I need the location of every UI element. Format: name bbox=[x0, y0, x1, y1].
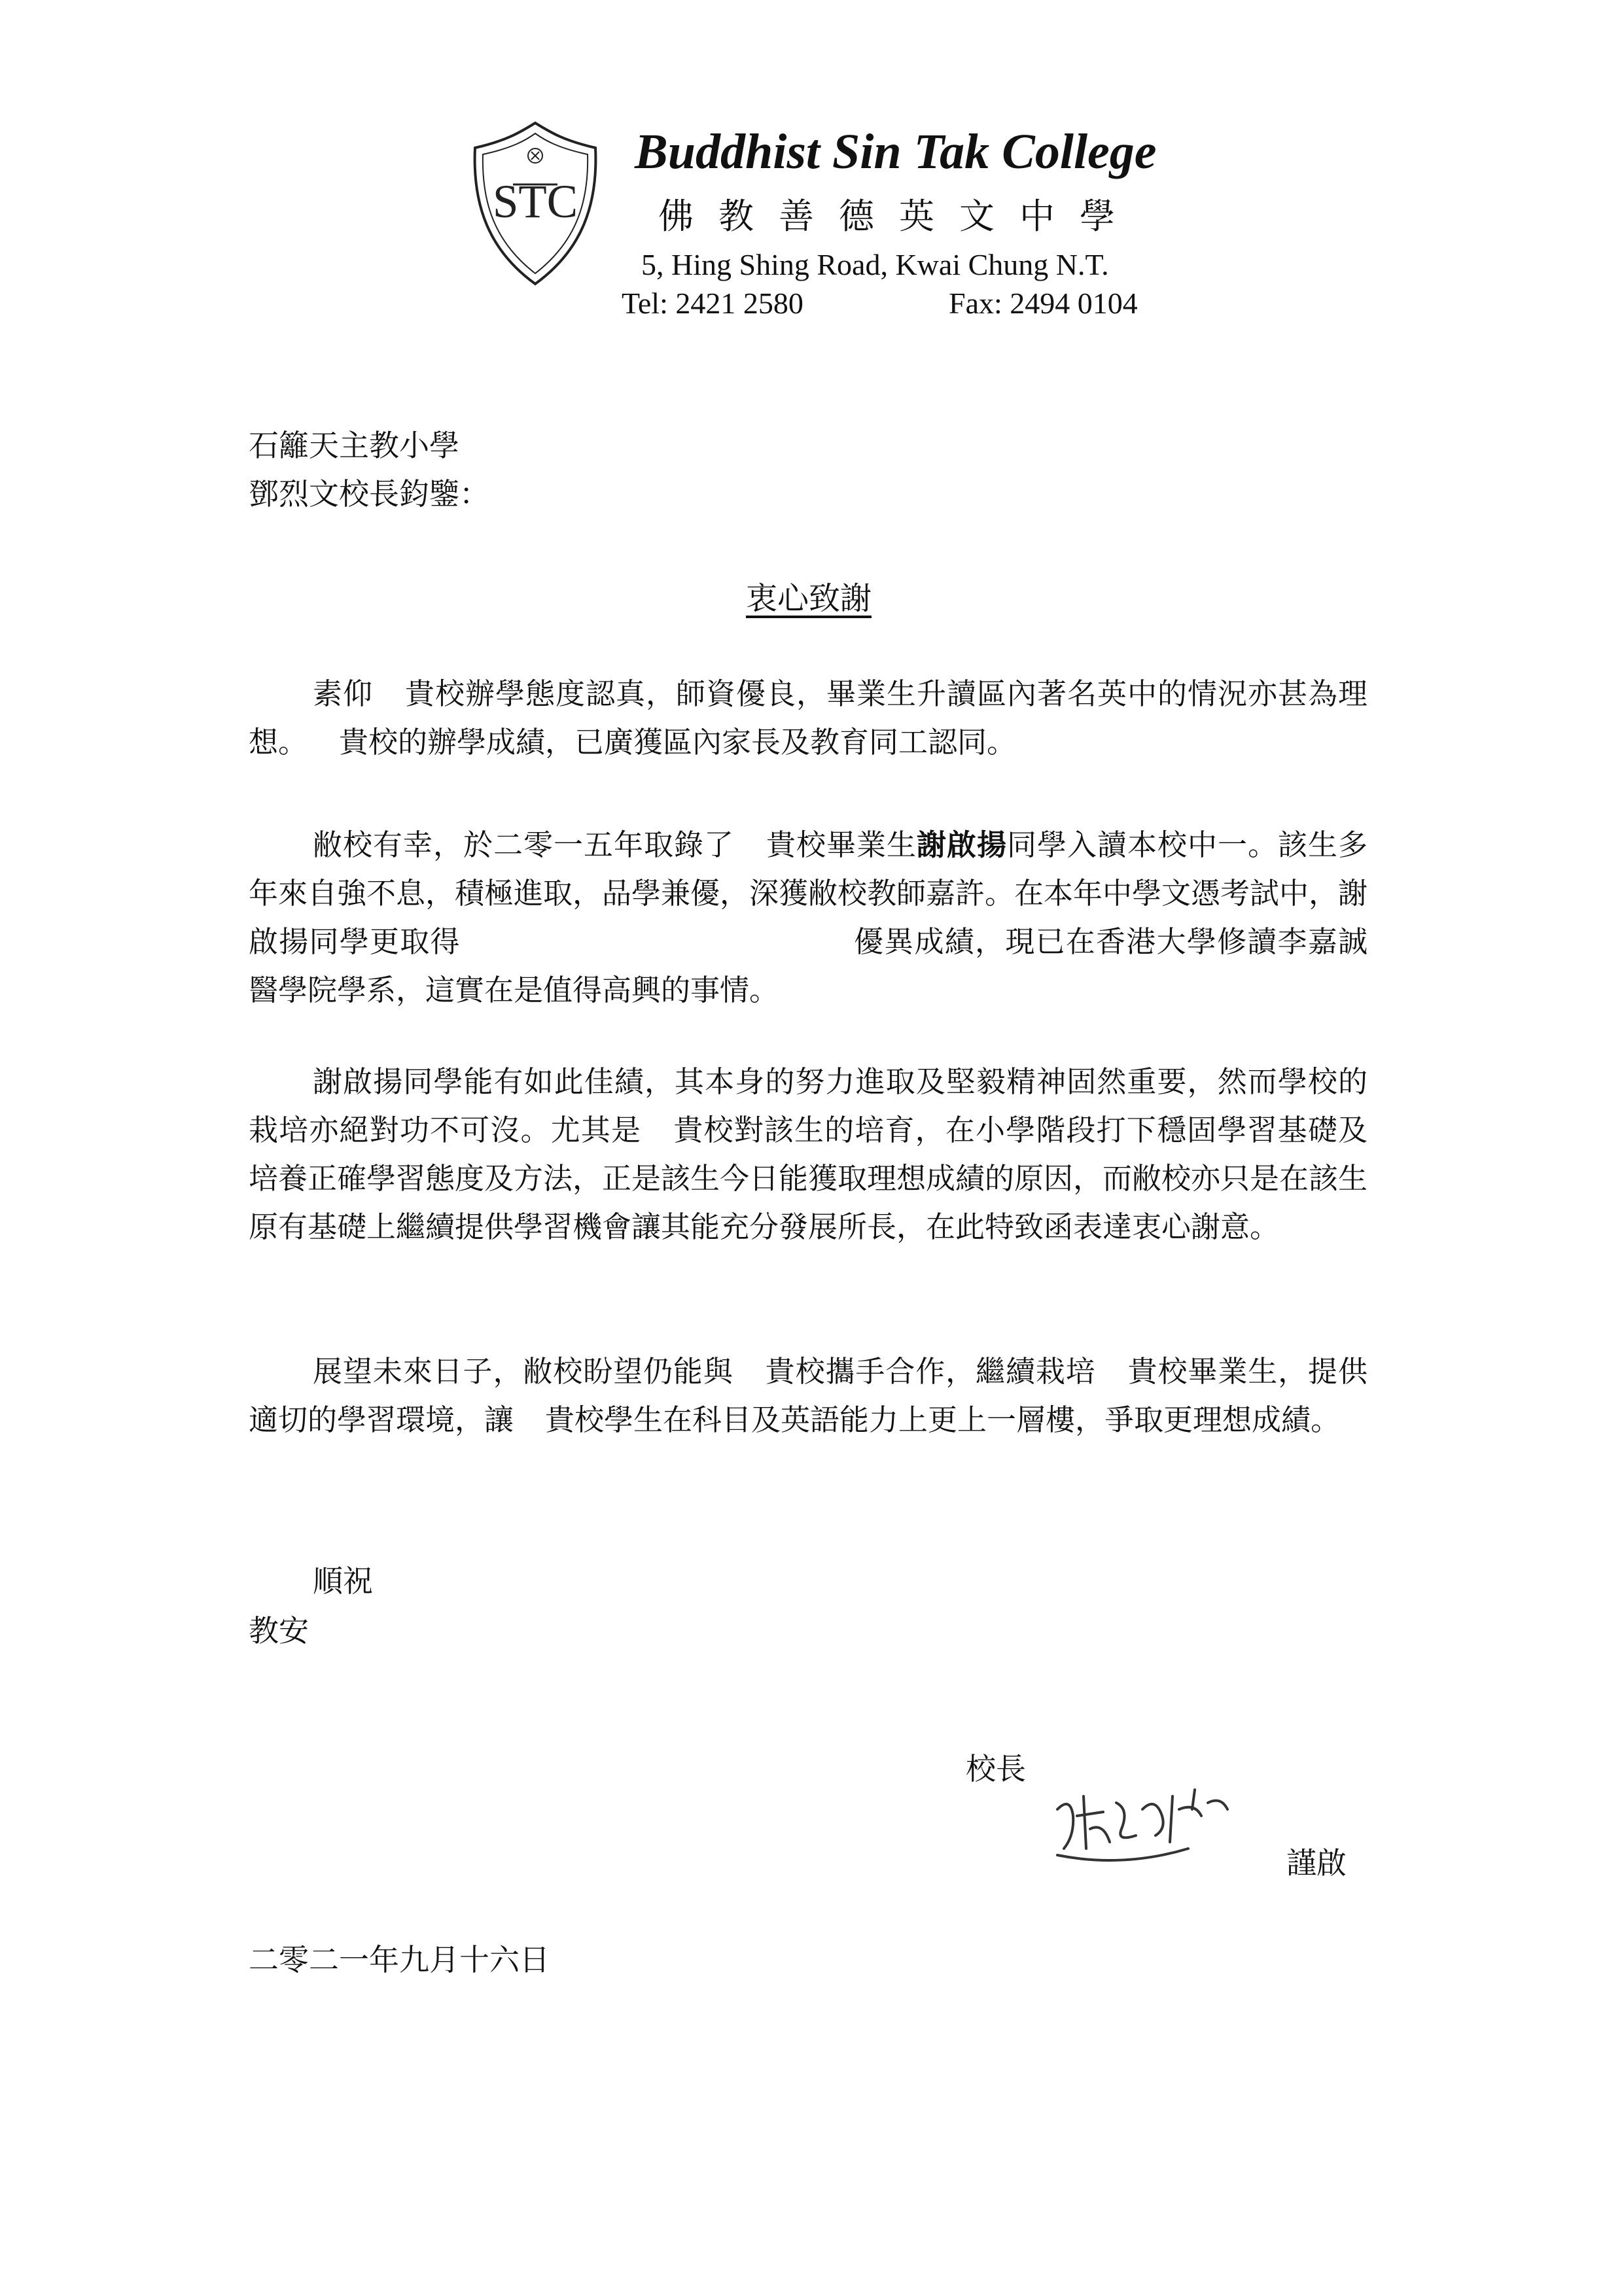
fax: Fax: 2494 0104 bbox=[949, 287, 1138, 320]
student-name: 謝啟揚 bbox=[916, 827, 1007, 862]
contact-line bbox=[622, 285, 1197, 323]
college-name-en: Buddhist Sin Tak College bbox=[635, 124, 1157, 179]
recipient bbox=[249, 421, 489, 518]
principal-title: 校長 bbox=[966, 1751, 1026, 1786]
paragraph-3 bbox=[249, 1058, 1368, 1251]
college-name-zh: 佛教善德英文中學 bbox=[658, 196, 1140, 237]
paragraph-4 bbox=[249, 1348, 1368, 1444]
p4-part-d: 貴校學生在科目及英語能力上更上一層樓，爭取更理想成績。 bbox=[545, 1402, 1341, 1437]
crest-letters: STC bbox=[493, 175, 578, 228]
p2-part-b: 貴校畢業生 bbox=[765, 827, 917, 862]
recipient-principal: 鄧烈文校長鈞鑒： bbox=[249, 476, 489, 512]
respectfully: 謹啟 bbox=[1286, 1845, 1347, 1881]
letter-date: 二零二一年九月十六日 bbox=[249, 1942, 550, 1977]
p1-part-c: 貴校的辦學成績，已廣獲區內家長及教育同工認同。 bbox=[339, 725, 1017, 759]
p1-part-a: 素仰 bbox=[313, 676, 373, 711]
school-crest-icon bbox=[470, 119, 601, 288]
p2-part-a: 敝校有幸，於二零一五年取錄了 bbox=[313, 827, 734, 862]
p3-part-b: 貴校對該生的培育，在小學階段打下穩固學習基礎及培養正確學習態度及方法，正是該生今日能獲取理想成績的原因，而敝校亦只是在該生原有基礎上繼續提供學習機會讓其能充分發展所長，在此特致函表達衷心謝意。 bbox=[249, 1113, 1368, 1244]
paragraph-2 bbox=[249, 821, 1368, 1015]
p2-part-c: 同學入讀本校中一。該生多年來自強不息，積極進取，品學兼優，深獲敝校教師嘉許。在本年中學文憑考試中，謝啟揚同學更取得 bbox=[249, 827, 1368, 959]
recipient-school: 石籬天主教小學 bbox=[249, 428, 459, 463]
school-address: 5, Hing Shing Road, Kwai Chung N.T. bbox=[641, 248, 1109, 281]
letterhead bbox=[622, 122, 1197, 323]
paragraph-1 bbox=[249, 670, 1368, 767]
handwritten-signature bbox=[1044, 1770, 1241, 1868]
p1-part-b: 貴校辦學態度認真，師資優良，畢業生升讀區內著名英中的情況亦甚為理想。 bbox=[249, 676, 1368, 759]
telephone: Tel: 2421 2580 bbox=[622, 287, 803, 320]
closing-salutation: 教安 bbox=[249, 1613, 309, 1648]
p4-part-a: 展望未來日子，敝校盼望仍能與 bbox=[313, 1354, 733, 1389]
closing-wish: 順祝 bbox=[313, 1563, 373, 1599]
p2-part-d: 優異成績，現已在香港大學修讀李嘉誠醫學院學系，這實在是值得高興的事情。 bbox=[249, 924, 1368, 1007]
letter-subject: 衷心致謝 bbox=[746, 580, 872, 617]
p3-part-a: 謝啟揚同學能有如此佳績，其本身的努力進取及堅毅精神固然重要，然而學校的栽培亦絕對功不可沒。尤其是 bbox=[249, 1064, 1368, 1147]
p4-part-b: 貴校攜手合作，繼續栽培 bbox=[764, 1354, 1096, 1389]
p4-part-c: 貴校畢業生，提供適切的學習環境，讓 bbox=[249, 1354, 1368, 1437]
